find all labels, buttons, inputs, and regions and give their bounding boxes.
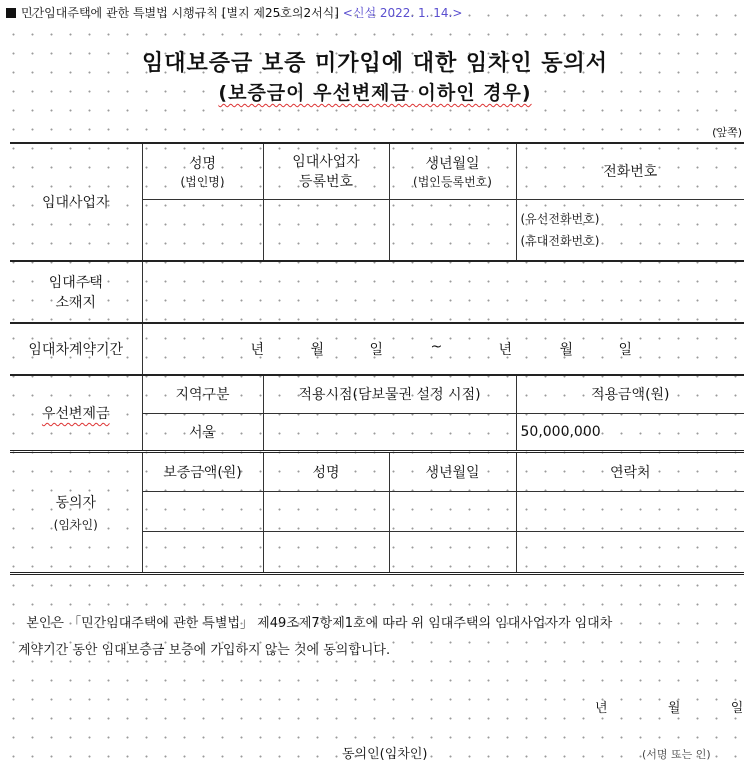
consenter-birth-field[interactable]: [389, 531, 516, 573]
statement-line-1-text: 본인은 「민간임대주택에 관한 특별법」 제49조제7항제1호에 따라 위 임대주택의 임대사업자가 임대차: [26, 616, 613, 631]
consenter-label-sub: (임차인): [53, 517, 98, 532]
period-tilde: ~: [430, 339, 443, 355]
landlord-birth-header: [389, 143, 516, 199]
landlord-birth-label: 생년월일: [425, 155, 480, 172]
period-year-2: 년: [498, 342, 513, 358]
landlord-phone-field[interactable]: [516, 199, 744, 261]
consent-statement: [18, 610, 738, 664]
date-year: 년: [595, 701, 608, 716]
period-year-1: 년: [250, 342, 265, 358]
landlord-reg-field[interactable]: [263, 199, 389, 261]
consenter-contact-field[interactable]: [516, 491, 744, 531]
location-field[interactable]: [142, 261, 744, 323]
form-header: [6, 4, 462, 21]
signature-note[interactable]: (서명 또는 인): [642, 748, 711, 761]
statement-line-2: 계약기간 동안 임대보증금 보증에 가입하지 않는 것에 동의합니다.: [18, 643, 391, 658]
location-label-line-1: 임대주택: [48, 275, 103, 291]
title-line-2: (보증금이 우선변제금 이하인 경우): [218, 82, 532, 104]
period-day-2: 일: [618, 342, 633, 358]
priority-amount-header: 적용금액(원): [516, 375, 744, 413]
signature-date: [595, 697, 743, 716]
landlord-name-sub: (법인명): [180, 174, 225, 189]
location-label: [10, 261, 142, 323]
period-month-1: 월: [310, 342, 325, 358]
period-day-1: 일: [369, 342, 384, 358]
priority-amount-value: 50,000,000: [516, 413, 744, 451]
consenter-name-field[interactable]: [263, 491, 389, 531]
revision-note: <신설 2022. 1. 14.>: [342, 6, 463, 20]
landlord-label: 임대사업자: [10, 143, 142, 261]
date-day: 일: [730, 701, 744, 716]
consenter-label: [10, 451, 142, 573]
consenter-birth-header: 생년월일: [389, 451, 516, 491]
priority-label: [10, 375, 142, 451]
priority-label-text: 우선변제금: [41, 405, 110, 422]
landlord-phone-mobile: (휴대전화번호): [520, 233, 600, 248]
location-label-line-2: 소재지: [55, 295, 97, 311]
period-month-2: 월: [559, 342, 574, 358]
document-title: [0, 46, 750, 77]
signer-label: 동의인(임차인): [342, 747, 428, 762]
consenter-contact-field[interactable]: [516, 531, 744, 573]
period-label: 임대차계약기간: [10, 323, 142, 375]
consenter-birth-field[interactable]: [389, 491, 516, 531]
landlord-birth-field[interactable]: [389, 199, 516, 261]
landlord-name-field[interactable]: [142, 199, 263, 261]
priority-region-value: 서울: [142, 413, 263, 451]
form-header-prefix: 민간임대주택에 관한 특별법 시행규칙 [별지 제25호의2서식]: [21, 6, 339, 20]
consenter-contact-header: 연락처: [516, 451, 744, 491]
landlord-phone-header: 전화번호: [516, 143, 744, 199]
date-month: 월: [667, 701, 681, 716]
landlord-reg-sub: 등록번호: [298, 174, 354, 191]
period-field[interactable]: [142, 323, 744, 375]
square-bullet-icon: [6, 8, 16, 18]
consent-form-table: [10, 142, 744, 575]
priority-date-header: 적용시점(담보물권 설정 시점): [263, 375, 516, 413]
title-line-1: 임대보증금 보증 미가입에 대한 임차인 동의서: [141, 51, 609, 76]
statement-line-1: [18, 610, 738, 637]
page-side-label: (앞쪽): [712, 126, 742, 139]
document-subtitle: [0, 78, 750, 105]
consenter-deposit-header: 보증금액(원): [142, 451, 263, 491]
landlord-birth-sub: (법인등록번호): [413, 174, 492, 189]
landlord-name-header: [142, 143, 263, 199]
landlord-name-label: 성명: [188, 155, 217, 172]
priority-region-header: 지역구분: [142, 375, 263, 413]
landlord-reg-header: [263, 143, 389, 199]
consenter-name-field[interactable]: [263, 531, 389, 573]
consenter-deposit-field[interactable]: [142, 491, 263, 531]
landlord-phone-landline: (유선전화번호): [520, 211, 600, 226]
consenter-label-text: 동의자: [55, 494, 97, 511]
consenter-deposit-field[interactable]: [142, 531, 263, 573]
landlord-reg-label: 임대사업자: [292, 154, 360, 171]
consenter-name-header: 성명: [263, 451, 389, 491]
priority-date-field[interactable]: [263, 413, 516, 451]
